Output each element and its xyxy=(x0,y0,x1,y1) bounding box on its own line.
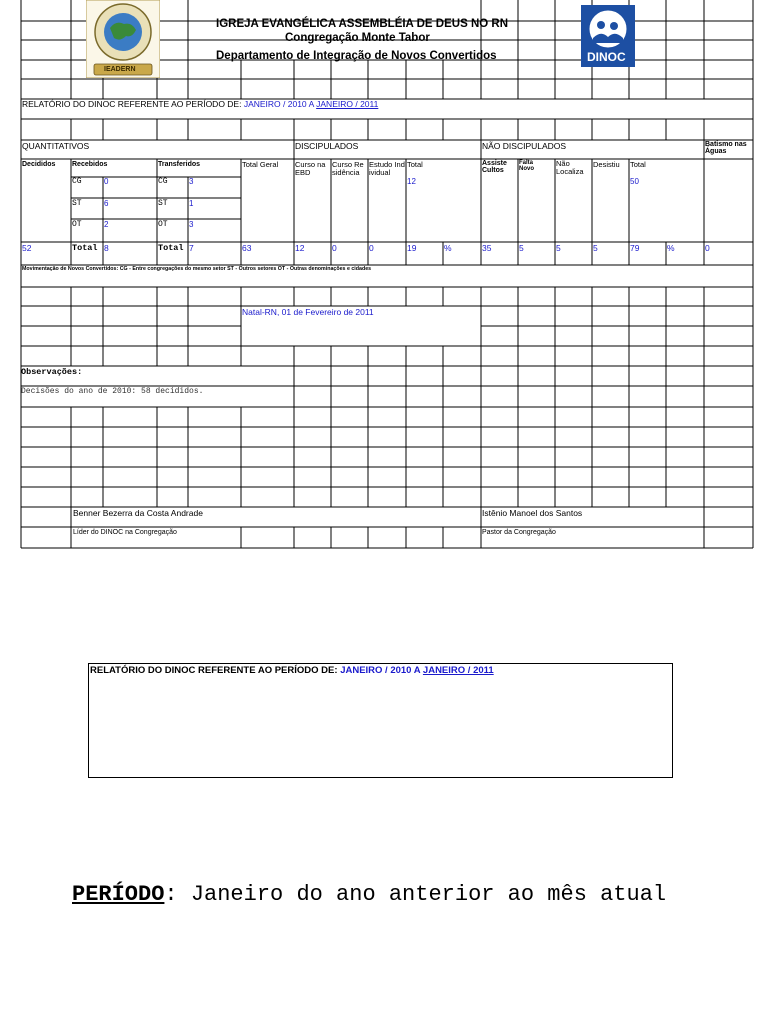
col-falta-novo: Falta Novo xyxy=(519,160,534,172)
section-quantitativos: QUANTITATIVOS xyxy=(22,141,90,151)
pastor-name: Istênio Manoel dos Santos xyxy=(482,508,583,518)
dinoc-logo-text: DINOC xyxy=(587,50,626,64)
col-curso-ebd: Curso na EBD xyxy=(295,160,326,177)
department-name: Departamento de Integração de Novos Convertidos xyxy=(216,50,497,62)
nao-localiza-value: 5 xyxy=(556,243,561,253)
discipulados-total-value: 12 xyxy=(407,177,416,186)
periodo-text: : Janeiro do ano anterior ao mês atual xyxy=(164,882,667,907)
col-estudo-individual: Estudo Individual xyxy=(369,160,405,177)
recebidos-st-label: ST xyxy=(72,199,82,208)
curso-ebd-value: 12 xyxy=(295,243,305,253)
period-start: JANEIRO / 2010 xyxy=(243,99,307,109)
summary-report-title xyxy=(90,666,494,676)
ieadern-logo xyxy=(86,0,160,78)
col-assiste-cultos: Assiste Cultos xyxy=(482,160,507,174)
col-disc-total: Total xyxy=(407,160,423,169)
section-discipulados: DISCIPULADOS xyxy=(295,141,359,151)
col-transferidos: Transferidos xyxy=(158,161,201,168)
leader-role: Líder do DINOC na Congregação xyxy=(73,529,177,536)
transferidos-cg-label: CG xyxy=(158,177,168,186)
place-date: Natal-RN, 01 de Fevereiro de 2011 xyxy=(242,307,374,317)
falta-novo-value: 5 xyxy=(519,243,524,253)
col-nao-localiza: Não Localiza xyxy=(556,159,584,176)
summary-period-start: JANEIRO / 2010 xyxy=(340,665,412,676)
col-curso-residencia: Curso Residência xyxy=(332,160,364,177)
recebidos-ot-label: OT xyxy=(72,220,82,229)
nao-discipulados-total-value: 50 xyxy=(630,177,639,186)
ieadern-logo-text: IEADERN xyxy=(104,66,136,73)
recebidos-st-value: 6 xyxy=(104,199,109,208)
col-batismo: Batismo nas Águas xyxy=(705,141,747,155)
recebidos-total-value: 8 xyxy=(104,243,109,253)
pastor-role: Pastor da Congregação xyxy=(482,529,556,536)
periodo-note xyxy=(72,882,666,907)
church-name: IGREJA EVANGÉLICA ASSEMBLÉIA DE DEUS NO RN xyxy=(216,18,509,30)
transferidos-ot-label: OT xyxy=(158,220,168,229)
period-end: JANEIRO / 2011 xyxy=(316,99,379,109)
total-geral-value: 63 xyxy=(242,243,252,253)
total-decididos: 52 xyxy=(22,243,32,253)
summary-period-separator: A xyxy=(411,665,423,676)
report-title-prefix: RELATÓRIO DO DINOC REFERENTE AO PERÍODO DE: xyxy=(22,99,244,109)
estudo-individual-value: 0 xyxy=(369,243,374,253)
leader-name: Benner Bezerra da Costa Andrade xyxy=(73,508,203,518)
batismo-value: 0 xyxy=(705,243,710,253)
desistiu-value: 5 xyxy=(593,243,598,253)
recebidos-total-label: Total xyxy=(72,243,98,253)
recebidos-ot-value: 2 xyxy=(104,220,109,229)
transferidos-total-label: Total xyxy=(158,243,184,253)
recebidos-cg-label: CG xyxy=(72,177,82,186)
nd-total-value: 79 xyxy=(630,243,640,253)
report-title xyxy=(22,100,378,109)
col-total-geral: Total Geral xyxy=(242,160,279,169)
observacoes-text: Decisões do ano de 2010: 58 decididos. xyxy=(21,387,204,396)
report-title-box xyxy=(88,663,673,778)
curso-residencia-value: 0 xyxy=(332,243,337,253)
assiste-cultos-value: 35 xyxy=(482,243,492,253)
transferidos-st-label: ST xyxy=(158,199,168,208)
summary-title-prefix: RELATÓRIO DO DINOC REFERENTE AO PERÍODO DE: xyxy=(90,665,341,676)
nd-percent: % xyxy=(667,243,675,253)
transferidos-total-value: 7 xyxy=(189,243,194,253)
periodo-label: PERÍODO xyxy=(72,882,165,907)
disc-percent: % xyxy=(444,243,452,253)
disc-total-value: 19 xyxy=(407,243,417,253)
col-nd-total: Total xyxy=(630,160,646,169)
col-desistiu: Desistiu xyxy=(593,160,620,169)
col-recebidos: Recebidos xyxy=(72,161,108,168)
transferidos-ot-value: 3 xyxy=(189,220,194,229)
recebidos-cg-value: 0 xyxy=(104,177,109,186)
period-separator: A xyxy=(306,99,317,109)
summary-period-end: JANEIRO / 2011 xyxy=(422,665,494,676)
congregation-name: Congregação Monte Tabor xyxy=(285,32,430,44)
observacoes-label: Observações: xyxy=(21,367,83,377)
transferidos-st-value: 1 xyxy=(189,199,194,208)
transferidos-cg-value: 3 xyxy=(189,177,194,186)
col-decididos: Decididos xyxy=(22,161,56,168)
movement-legend: Movimentação de Novos Convertidos: CG - Entre congregações do mesmo setor ST - Outros setores OT - Outras denominações e cidades xyxy=(22,266,372,272)
dinoc-logo xyxy=(581,5,635,67)
section-nao-discipulados: NÃO DISCIPULADOS xyxy=(482,141,567,151)
